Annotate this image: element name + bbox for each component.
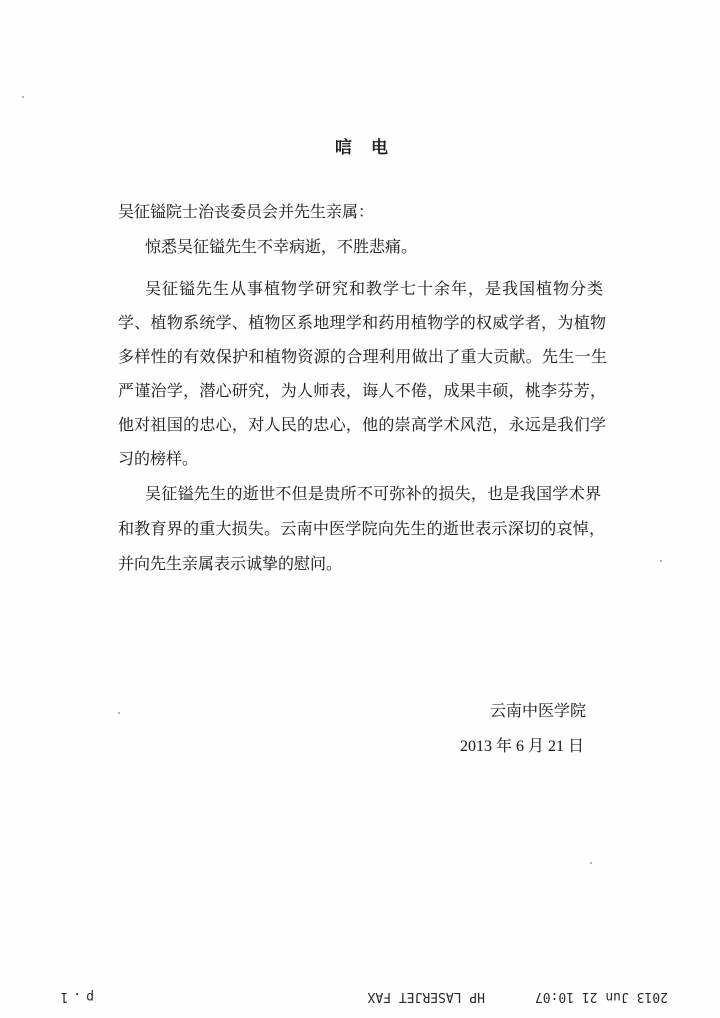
fax-header-strip	[55, 989, 668, 1004]
signature-date: 2013 年 6 月 21 日	[460, 738, 585, 755]
scan-speck	[118, 712, 120, 714]
paragraph-line: 习的榜样。	[118, 451, 199, 468]
scan-speck	[660, 560, 662, 562]
paragraph-line: 严谨治学，潜心研究，为人师表，诲人不倦，成果丰硕，桃李芬芳，	[118, 383, 606, 400]
fax-device-name: HP LASERJET FAX	[367, 989, 485, 1004]
signature-organization: 云南中医学院	[490, 703, 587, 720]
paragraph-line: 并向先生亲属表示诚挚的慰问。	[118, 556, 343, 573]
fax-timestamp: 2013 Jun 21 10:07	[534, 989, 668, 1004]
paragraph-line: 惊悉吴征镒先生不幸病逝，不胜悲痛。	[145, 239, 418, 256]
scan-speck	[22, 96, 24, 98]
scan-speck	[590, 862, 592, 864]
paragraph-line: 他对祖国的忠心，对人民的忠心，他的崇高学术风范，永远是我们学	[118, 417, 606, 434]
paragraph-line: 多样性的有效保护和植物资源的合理利用做出了重大贡献。先生一生	[118, 349, 607, 366]
paragraph-line: 吴征镒先生从事植物学研究和教学七十余年，是我国植物分类	[145, 281, 603, 298]
salutation-line: 吴征镒院士治丧委员会并先生亲属：	[118, 204, 375, 221]
paragraph-line: 吴征镒先生的逝世不但是贵所不可弥补的损失，也是我国学术界	[145, 486, 601, 503]
fax-page-number: p.1	[55, 989, 94, 1004]
document-title: 唁 电	[335, 138, 388, 158]
paragraph-line: 学、植物系统学、植物区系地理学和药用植物学的权威学者，为植物	[118, 315, 606, 332]
paragraph-line: 和教育界的重大损失。云南中医学院向先生的逝世表示深切的哀悼，	[118, 521, 605, 538]
